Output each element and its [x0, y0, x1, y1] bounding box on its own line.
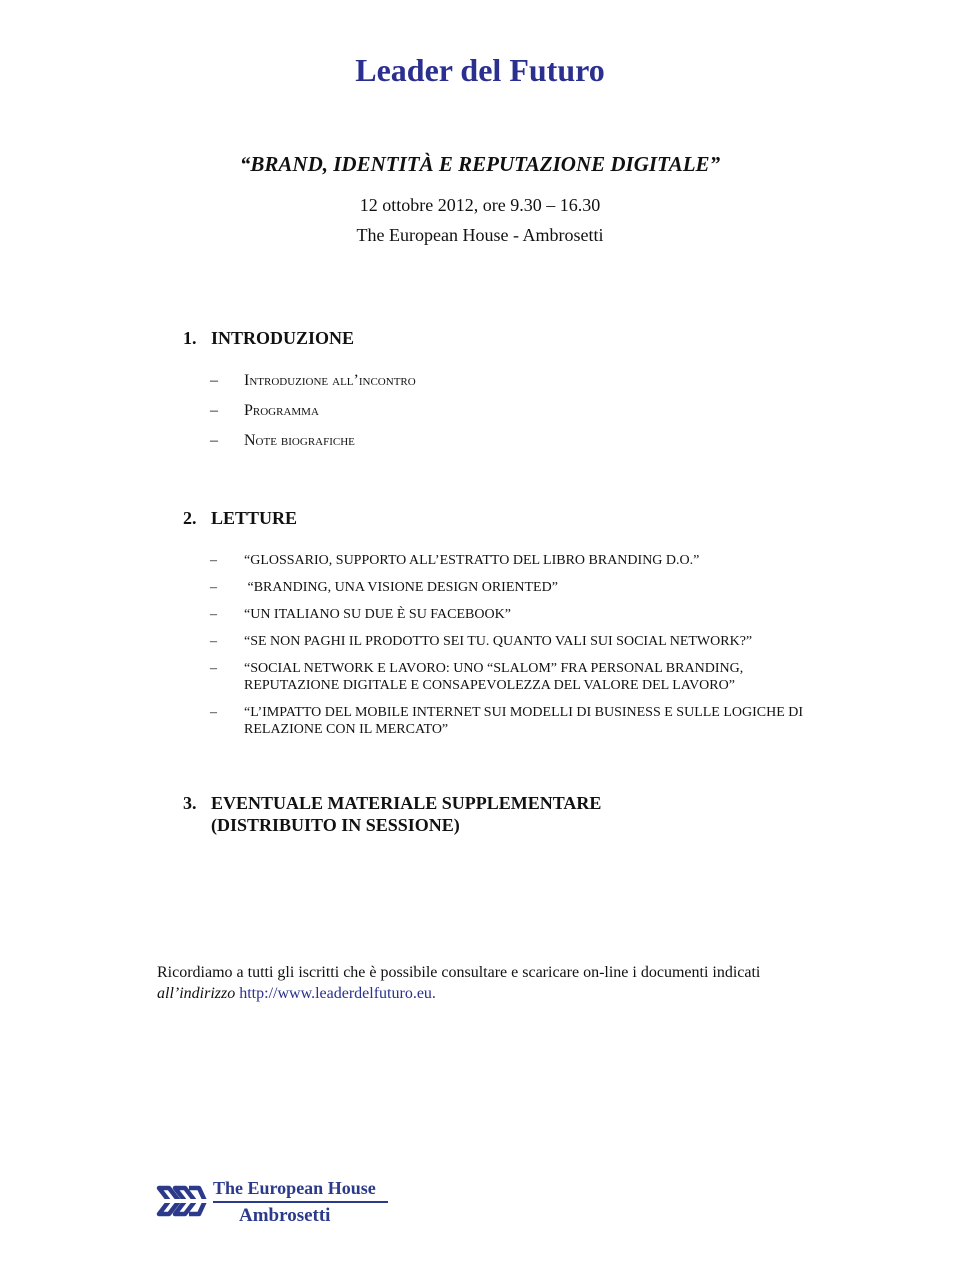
list-item-text: “L’IMPATTO DEL MOBILE INTERNET SUI MODELLI DI BUSINESS E SULLE LOGICHE DI RELAZIONE CON IL MERCATO”: [244, 705, 804, 737]
section-title: LETTURE: [211, 508, 298, 528]
logo-text-line1: The European House: [213, 1178, 376, 1198]
dash-bullet: –: [210, 661, 217, 676]
dash-bullet: –: [210, 372, 218, 389]
section-heading-introduzione: [183, 328, 354, 349]
list-item-text: “SE NON PAGHI IL PRODOTTO SEI TU. QUANTO VALI SUI SOCIAL NETWORK?”: [244, 634, 753, 649]
list-item: [210, 579, 814, 596]
dash-bullet: –: [210, 634, 217, 649]
note-text: Ricordiamo a tutti gli iscritti che è possibile consultare e scaricare on-line i documenti indicati: [157, 964, 761, 981]
section-title: INTRODUZIONE: [211, 328, 355, 348]
list-item: [210, 552, 814, 569]
list-item: [210, 633, 814, 650]
section-heading-letture: [183, 508, 297, 529]
section-number: 1.: [183, 328, 197, 348]
list-item: [210, 431, 416, 461]
closing-note: [157, 962, 817, 1004]
list-item-text: “BRANDING, UNA VISIONE DESIGN ORIENTED”: [244, 580, 558, 595]
website-link[interactable]: http://www.leaderdelfuturo.eu: [239, 985, 432, 1002]
page-title: Leader del Futuro: [355, 52, 605, 88]
list-item-text: Introduzione all’incontro: [244, 372, 416, 389]
section-title-continued: (DISTRIBUITO IN SESSIONE): [211, 815, 460, 835]
dash-bullet: –: [210, 402, 218, 419]
event-date: 12 ottobre 2012, ore 9.30 – 16.30: [359, 195, 601, 215]
intro-list: [210, 371, 416, 461]
logo-divider: [213, 1201, 388, 1203]
list-item: [210, 371, 416, 401]
list-item-text: Programma: [244, 402, 319, 419]
logo-text-line2: Ambrosetti: [239, 1205, 331, 1226]
list-item-text: “SOCIAL NETWORK E LAVORO: UNO “SLALOM” FRA PERSONAL BRANDING, REPUTAZIONE DIGITALE E CONSAPEVOLEZZA DEL VALORE DEL LAVORO”: [244, 661, 744, 693]
note-end: .: [431, 985, 436, 1002]
dash-bullet: –: [210, 607, 217, 622]
list-item: [210, 401, 416, 431]
section-heading-materiale: [183, 792, 601, 836]
dash-bullet: –: [210, 580, 217, 595]
ambrosetti-logo: [155, 1178, 395, 1228]
logo-mark-icon: [155, 1180, 207, 1222]
list-item: [210, 704, 814, 738]
section-title: EVENTUALE MATERIALE SUPPLEMENTARE: [211, 793, 602, 813]
dash-bullet: –: [210, 553, 217, 568]
event-subtitle: “BRAND, IDENTITÀ E REPUTAZIONE DIGITALE”: [239, 152, 721, 176]
list-item: [210, 660, 814, 694]
list-item: [210, 606, 814, 623]
section-number: 3.: [183, 793, 197, 813]
event-organizer: The European House - Ambrosetti: [356, 225, 604, 245]
list-item-text: Note biografiche: [244, 432, 355, 449]
list-item-text: “GLOSSARIO, SUPPORTO ALL’ESTRATTO DEL LIBRO BRANDING D.O.”: [244, 553, 700, 568]
list-item-text: “UN ITALIANO SU DUE È SU FACEBOOK”: [244, 607, 511, 622]
note-italic-text: all’indirizzo: [157, 985, 236, 1002]
dash-bullet: –: [210, 432, 218, 449]
dash-bullet: –: [210, 705, 217, 720]
section-number: 2.: [183, 508, 197, 528]
readings-list: [210, 552, 814, 748]
